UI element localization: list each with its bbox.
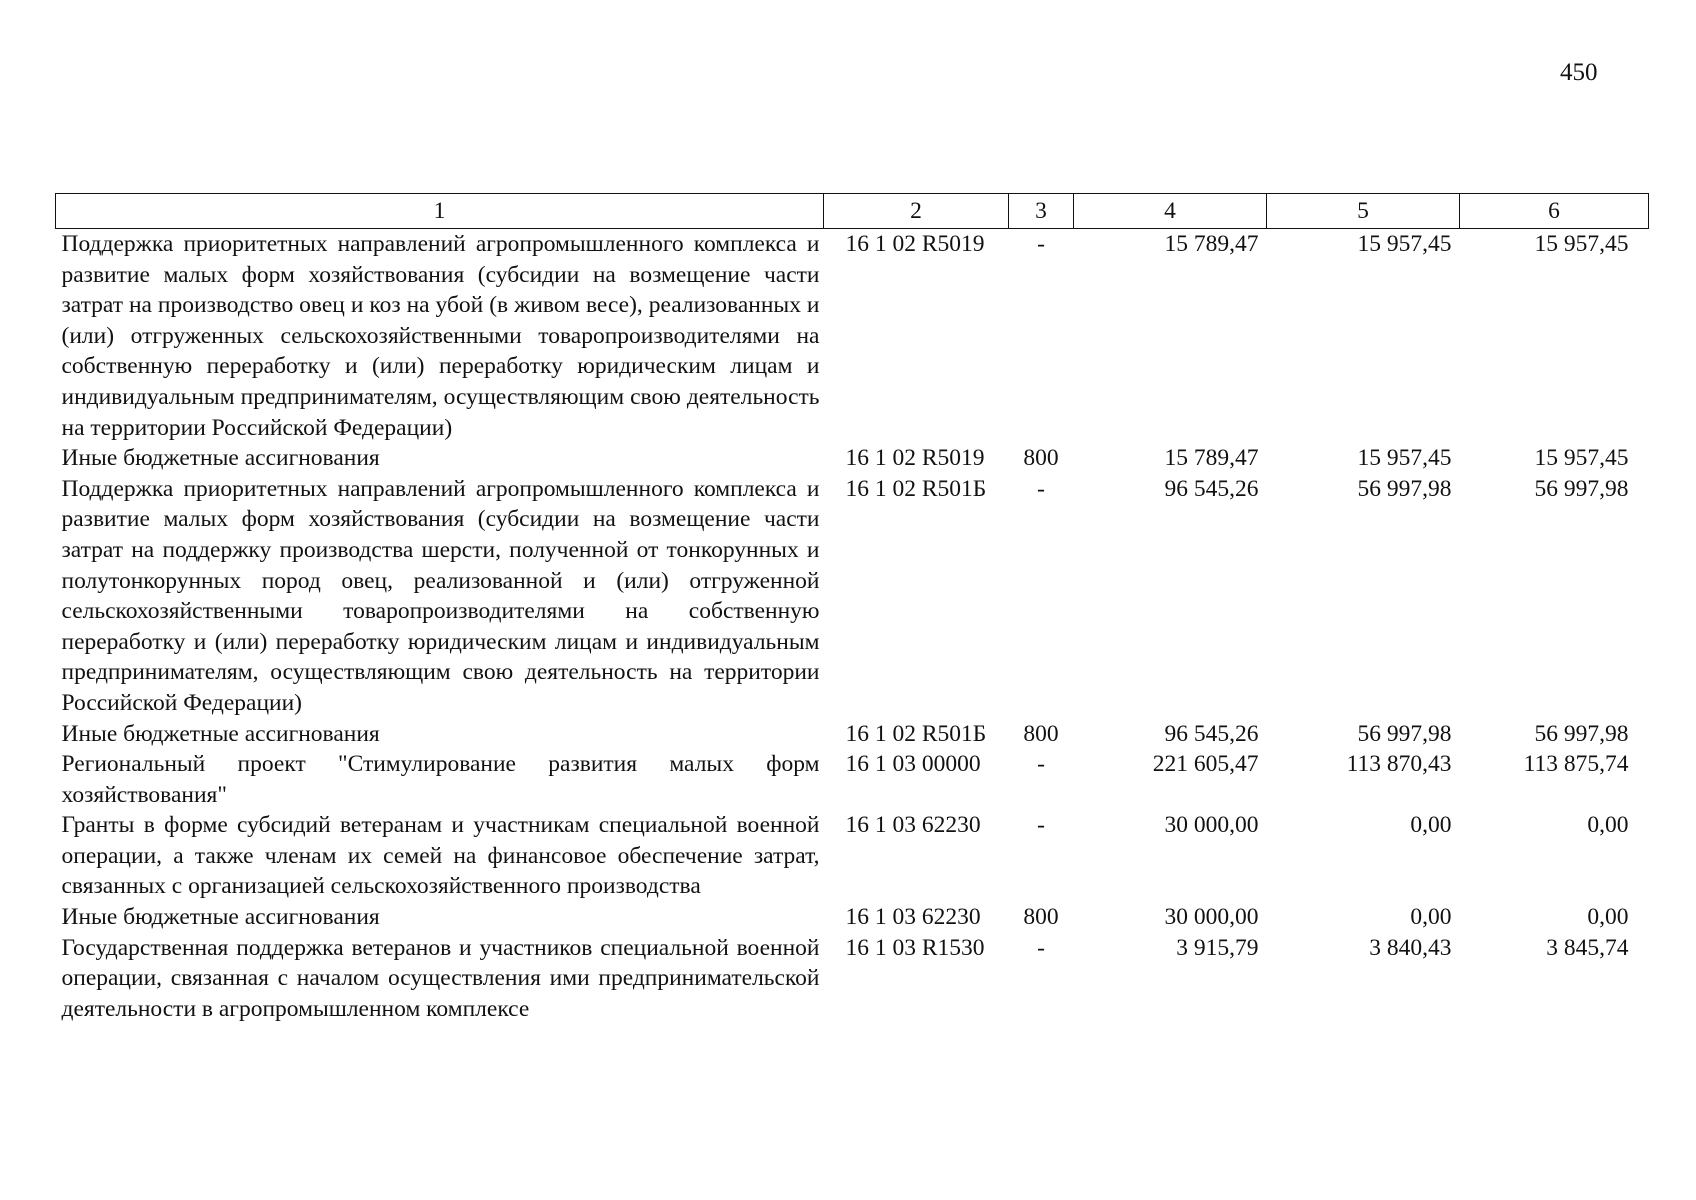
row-value-col6: 15 957,45 — [1534, 445, 1629, 472]
row-expense-type: - — [1037, 934, 1045, 961]
row-value-col4: 3 915,79 — [1176, 934, 1259, 961]
row-value-col4: 221 605,47 — [1152, 751, 1259, 778]
row-value-col4: 30 000,00 — [1164, 904, 1259, 931]
header-col-4: 4 — [1074, 194, 1267, 229]
header-col-2: 2 — [824, 194, 1009, 229]
row-expense-type: 800 — [1023, 904, 1059, 931]
table-row — [56, 719, 1649, 750]
row-code: 16 1 03 62230 — [845, 812, 981, 839]
row-value-col5: 0,00 — [1410, 812, 1452, 839]
table-body — [56, 229, 1649, 1025]
row-code: 16 1 03 R1530 — [845, 934, 985, 961]
row-name: Иные бюджетные ассигнования — [61, 904, 380, 931]
row-name: Иные бюджетные ассигнования — [61, 445, 380, 472]
row-expense-type: - — [1037, 231, 1045, 257]
row-value-col6: 0,00 — [1587, 904, 1629, 931]
row-value-col4: 15 789,47 — [1164, 231, 1259, 257]
row-value-col6: 15 957,45 — [1534, 231, 1629, 257]
page-number: 450 — [1560, 59, 1598, 86]
row-name: Поддержка приоритетных направлений агропромышленного комплекса и развитие малых форм хозяйствования (субсидии на возмещение части затрат на производство овец и коз на убой (в живом весе), реализованных и (или) отгруженных сельскохозяйственными товаропроизводителями на собственную переработку и (или) переработку юридическим лицам и индивидуальным предпринимателям, осуществляющим свою деятельность на территории Российской Федерации) — [61, 231, 820, 441]
header-row — [56, 194, 1649, 229]
row-value-col4: 96 545,26 — [1164, 720, 1259, 747]
table-row — [56, 902, 1649, 933]
table-header — [56, 194, 1649, 229]
row-expense-type: - — [1037, 751, 1045, 778]
row-expense-type: 800 — [1023, 445, 1059, 472]
table-row — [56, 810, 1649, 902]
row-code: 16 1 02 R5019 — [845, 231, 985, 257]
row-value-col6: 56 997,98 — [1534, 720, 1629, 747]
row-code: 16 1 02 R5019 — [845, 445, 985, 472]
row-code: 16 1 03 00000 — [845, 751, 981, 778]
row-name: Региональный проект "Стимулирование развития малых форм хозяйствования" — [61, 751, 820, 808]
row-value-col4: 96 545,26 — [1164, 475, 1259, 502]
row-value-col6: 3 845,74 — [1546, 934, 1629, 961]
row-value-col6: 56 997,98 — [1534, 475, 1629, 502]
row-code: 16 1 02 R501Б — [845, 720, 987, 747]
row-value-col5: 15 957,45 — [1357, 231, 1452, 257]
row-value-col5: 0,00 — [1410, 904, 1452, 931]
row-name: Иные бюджетные ассигнования — [61, 720, 380, 747]
table-row — [56, 474, 1649, 719]
row-value-col6: 0,00 — [1587, 812, 1629, 839]
row-expense-type: 800 — [1023, 720, 1059, 747]
table-row — [56, 229, 1649, 444]
row-value-col4: 30 000,00 — [1164, 812, 1259, 839]
header-col-6: 6 — [1460, 194, 1649, 229]
row-value-col5: 3 840,43 — [1369, 934, 1452, 961]
row-value-col5: 15 957,45 — [1357, 445, 1452, 472]
row-code: 16 1 03 62230 — [845, 904, 981, 931]
header-col-3: 3 — [1009, 194, 1074, 229]
row-value-col6: 113 875,74 — [1523, 751, 1629, 778]
budget-table-container — [55, 193, 1648, 1024]
header-col-1: 1 — [56, 194, 824, 229]
table-row — [56, 933, 1649, 1025]
budget-table — [55, 193, 1649, 1024]
header-col-5: 5 — [1267, 194, 1460, 229]
table-row — [56, 749, 1649, 810]
row-name: Гранты в форме субсидий ветеранам и участникам специальной военной операции, а также членам их семей на финансовое обеспечение затрат, связанных с организацией сельскохозяйственного производства — [61, 812, 820, 900]
row-name: Поддержка приоритетных направлений агропромышленного комплекса и развитие малых форм хозяйствования (субсидии на возмещение части затрат на поддержку производства шерсти, полученной от тонкорунных и полутонкорунных пород овец, реализованной и (или) отгруженной сельскохозяйственными товаропроизводителями на собственную переработку и (или) переработку юридическим лицам и индивидуальным предпринимателям, осуществляющим свою деятельность на территории Российской Федерации) — [61, 475, 820, 716]
table-row — [56, 443, 1649, 474]
row-value-col4: 15 789,47 — [1164, 445, 1259, 472]
row-value-col5: 113 870,43 — [1346, 751, 1452, 778]
row-value-col5: 56 997,98 — [1357, 720, 1452, 747]
row-value-col5: 56 997,98 — [1357, 475, 1452, 502]
row-expense-type: - — [1037, 475, 1045, 502]
row-expense-type: - — [1037, 812, 1045, 839]
row-name: Государственная поддержка ветеранов и участников специальной военной операции, связанная с началом осуществления ими предпринимательской деятельности в агропромышленном комплексе — [61, 934, 820, 1022]
row-code: 16 1 02 R501Б — [845, 475, 987, 502]
